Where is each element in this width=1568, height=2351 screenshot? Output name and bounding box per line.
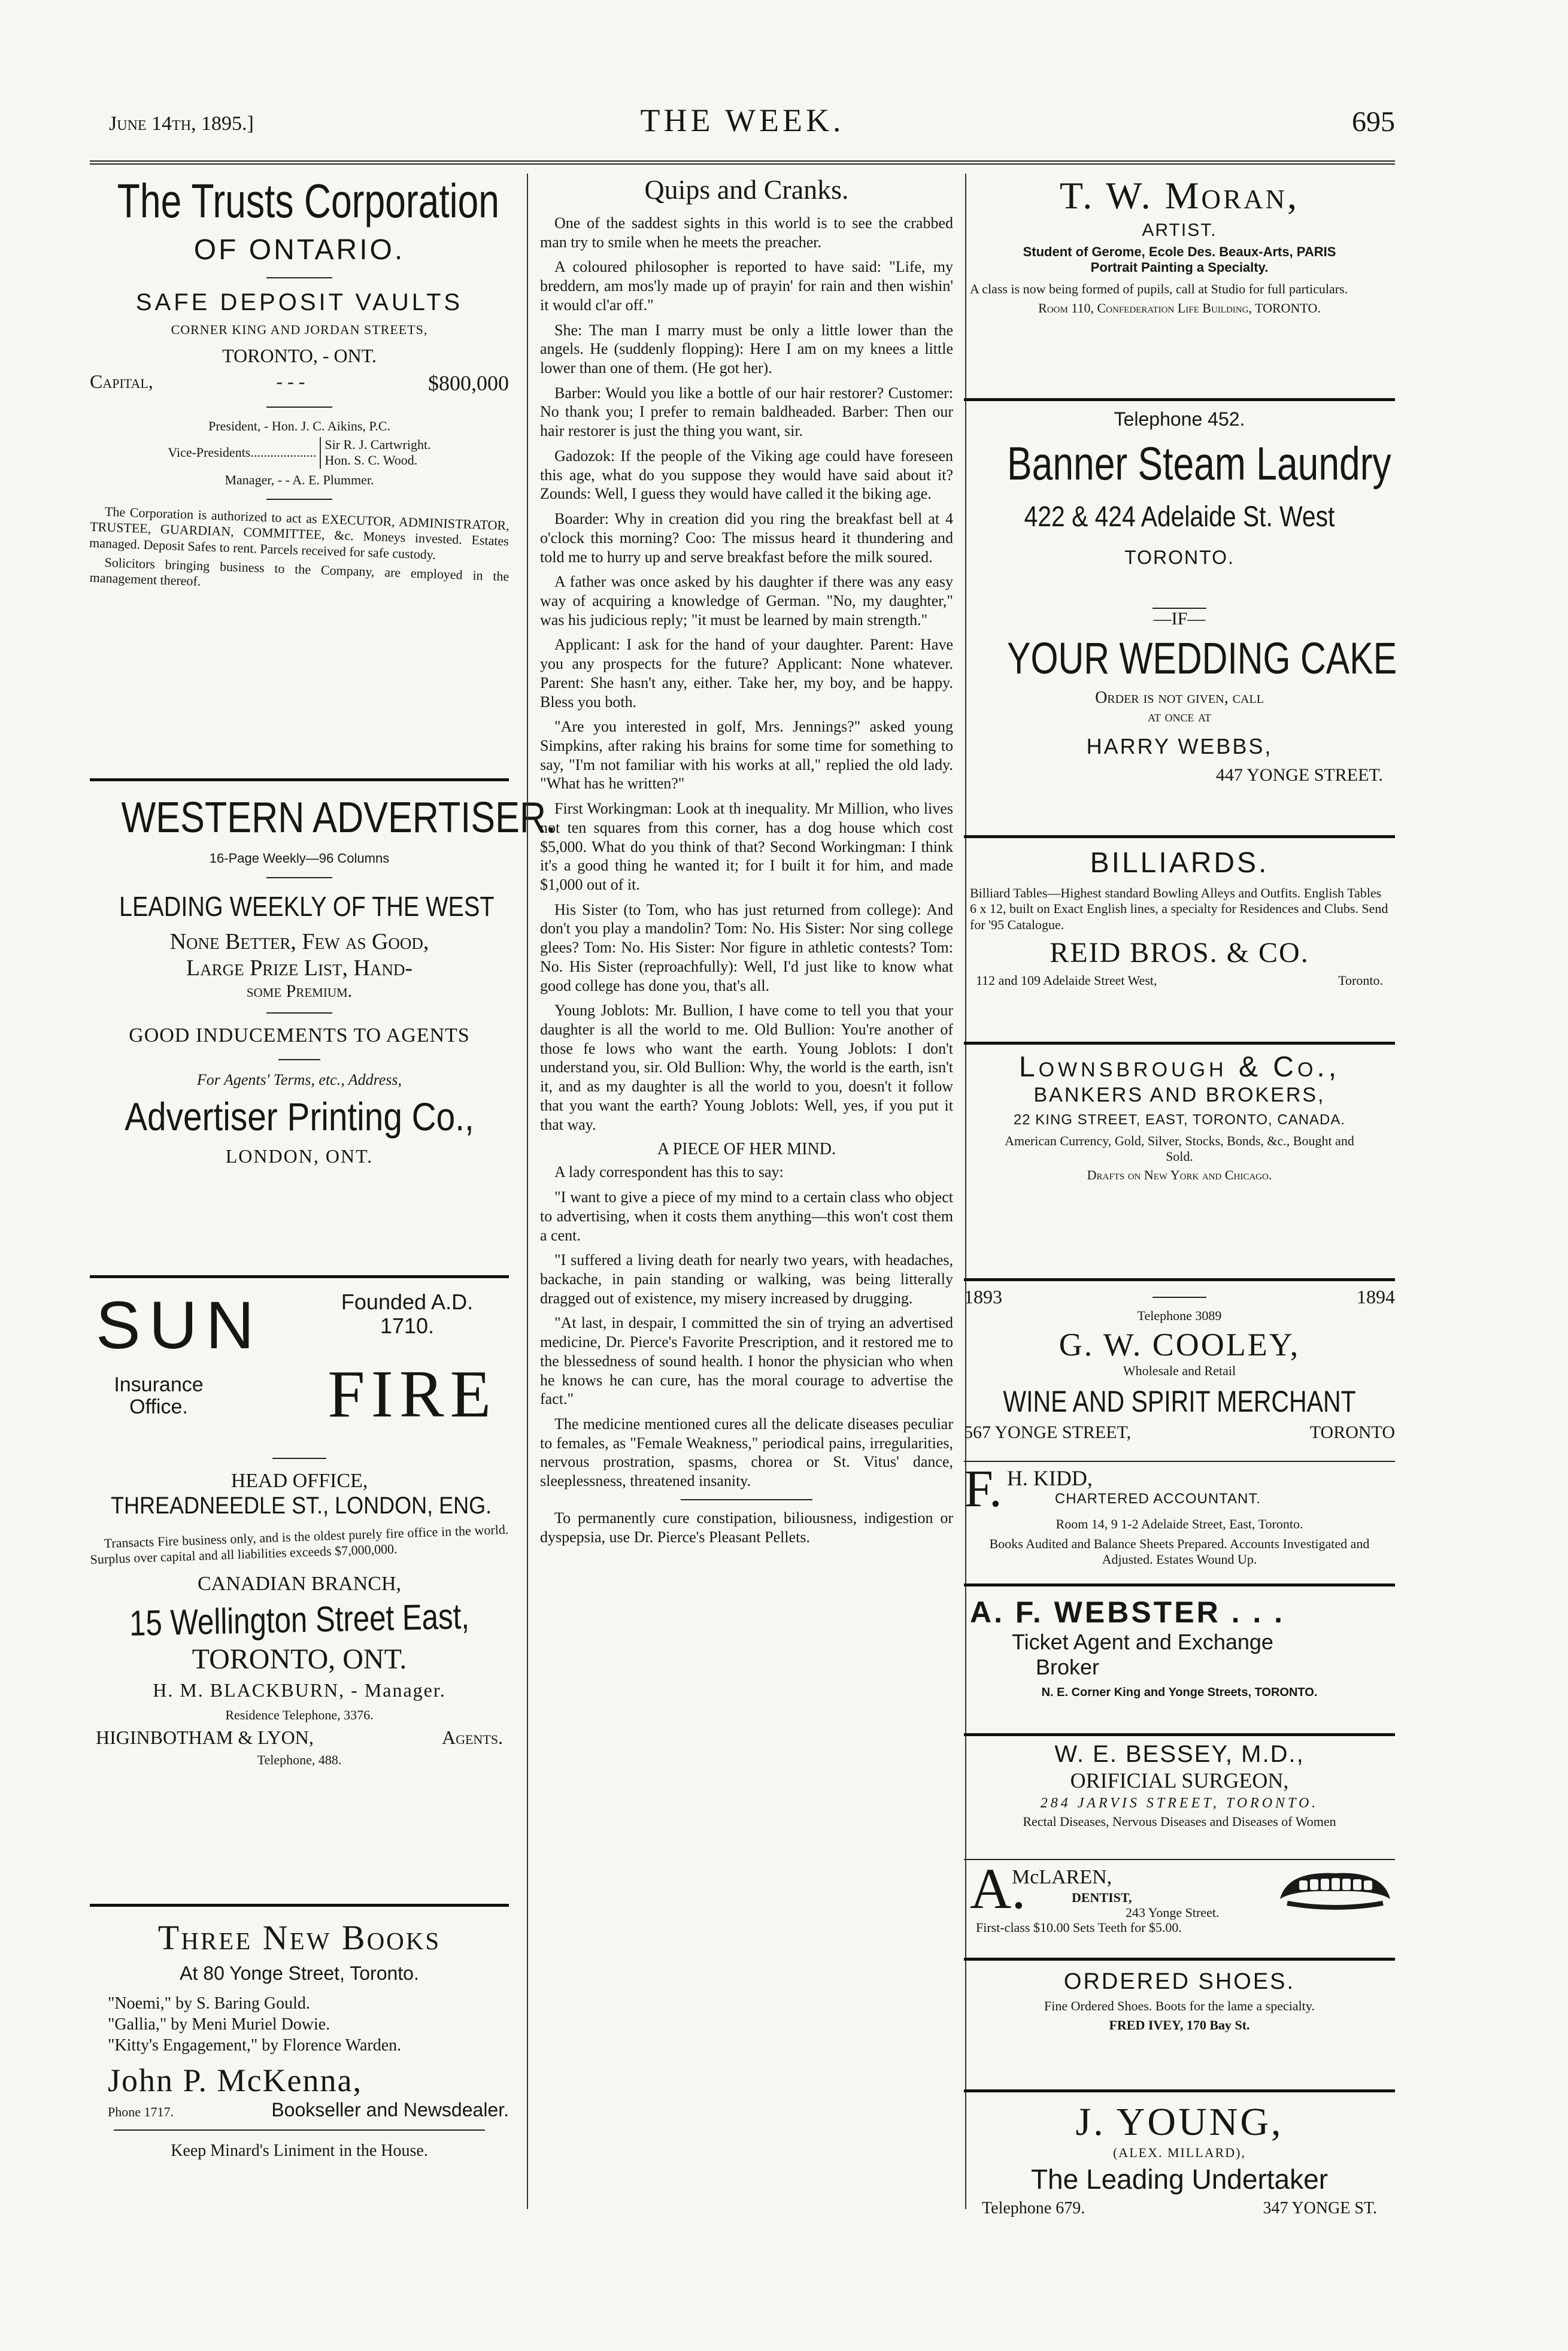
bessey-name: W. E. BESSEY, M.D., (1054, 1741, 1305, 1767)
young-address: 347 YONGE ST. (1263, 2199, 1377, 2218)
capital-label: Capital, (90, 371, 153, 393)
young-tel: Telephone 679. (982, 2199, 1085, 2218)
books-address: At 80 Yonge Street, Toronto. (180, 1962, 419, 1984)
quip-paragraph: A coloured philosopher is reported to have said: "Life, my breddern, am mos'ly made up of prayin' for rain and then wishin' it would cl'ar off." (540, 258, 953, 314)
billiards-title: BILLIARDS. (1090, 847, 1269, 879)
newspaper-title: THE WEEK. (640, 102, 845, 138)
pellets-paragraph: To permanently cure constipation, biliousness, indigestion or dyspepsia, use Dr. Pierce's Pleasant Pellets. (540, 1509, 953, 1546)
right-column (964, 174, 1397, 2218)
header-rule (90, 160, 1395, 165)
vp-label: Vice-Presidents.................... (168, 444, 317, 460)
lownsbrough-ad (964, 1042, 1395, 1183)
moran-class: A class is now being formed of pupils, call at Studio for full particulars. (970, 281, 1348, 296)
left-column (89, 174, 557, 2209)
sun-branch: CANADIAN BRANCH, (197, 1572, 402, 1595)
sun-text: Transacts Fire business only, and is the oldest purely fire office in the world. Surplus over capital and all liabilities exceeds $7,000,000. (90, 1521, 509, 1567)
cooley-years (964, 1286, 1395, 1308)
book-item: "Kitty's Engagement," by Florence Warden. (108, 2036, 402, 2055)
western-london: LONDON, ONT. (225, 1145, 374, 1167)
vp-1: Sir R. J. Cartwright. (324, 436, 431, 452)
cooley-ad (964, 1278, 1395, 1443)
young-alex: (ALEX. MILLARD), (1112, 2145, 1246, 2160)
newspaper-page (89, 102, 1397, 2218)
sun-insurance-office: Insurance Office. (114, 1373, 204, 1419)
mclaren-ad (964, 1856, 1395, 1938)
laundry-tel: Telephone 452. (1114, 408, 1245, 430)
divider (266, 499, 332, 500)
moran-student: Student of Gerome, Ecole Des. Beaux-Arts, PARIS (1023, 244, 1336, 259)
quips-title: Quips and Cranks. (644, 174, 849, 205)
cooley-address: 567 YONGE STREET, (964, 1422, 1132, 1442)
moran-ad (964, 174, 1395, 317)
cooley-tel: Telephone 3089 (1137, 1308, 1222, 1323)
book-item: "Gallia," by Meni Muriel Dowie. (108, 2015, 330, 2034)
quip-paragraph: First Workingman: Look at th inequality. Mr Million, who lives not ten squares from this corner, has a dog house which cost $5,000. What do you think of that? Second Workingman: I think it's a good thing he wanted it; for I built it for him, and made $1,000 out of it. (540, 800, 953, 893)
sun-higinbotham: HIGINBOTHAM & LYON, (96, 1727, 314, 1749)
kidd-heading (964, 1460, 1395, 1518)
reid-bros: REID BROS. & CO. (1050, 937, 1309, 969)
divider (266, 277, 332, 278)
piece-paragraph: A lady correspondent has this to say: (554, 1163, 784, 1181)
reid-city: Toronto. (1338, 973, 1383, 988)
kidd-room: Room 14, 9 1-2 Adelaide Street, East, Toronto. (1056, 1516, 1303, 1532)
sun-toronto: TORONTO, ONT. (192, 1643, 407, 1675)
laundry-name: Banner Steam Laundry (1007, 437, 1391, 490)
shoes-ad (964, 1958, 1395, 2034)
mclaren-address: 243 Yonge Street. (1126, 1905, 1220, 1920)
webster-line-2: Broker (1036, 1655, 1100, 1679)
moran-name: T. W. Moran, (1059, 174, 1300, 217)
western-for: For Agents' Terms, etc., Address, (196, 1071, 402, 1089)
president: President, - Hon. J. C. Aikins, P.C. (208, 418, 390, 434)
quip-paragraph: Barber: Would you like a bottle of our hair restorer? Customer: No thank you; I prefer to remain baldheaded. Barber: Then our hair restorer is just the thing you want, sir. (540, 384, 953, 440)
moran-portrait: Portrait Painting a Specialty. (1090, 260, 1269, 275)
trusts-city: TORONTO, - ONT. (222, 345, 377, 367)
piece-title: A PIECE OF HER MIND. (657, 1140, 836, 1159)
cake-harry: HARRY WEBBS, (1086, 734, 1273, 759)
trusts-of: OF ONTARIO. (193, 234, 405, 266)
sun-head-office: HEAD OFFICE, (231, 1470, 368, 1492)
trusts-solicitors: Solicitors bringing business to the Company, are employed in the management thereof. (89, 554, 509, 589)
kidd-books: Books Audited and Balance Sheets Prepared. Accounts Investigated and Adjusted. Estates Wound Up. (989, 1536, 1370, 1567)
cake-line-1: Order is not given, call (1095, 688, 1264, 707)
vaults-heading: SAFE DEPOSIT VAULTS (135, 289, 463, 316)
piece-paragraph: "I suffered a living death for nearly two years, with headaches, backache, in pain standing or walking, was being litterally dragged out of existence, my misery increased by drugging. (540, 1251, 953, 1307)
lownsbrough-bankers: BANKERS AND BROKERS, (1033, 1084, 1326, 1106)
divider (278, 1059, 320, 1060)
quip-paragraph: "Are you interested in golf, Mrs. Jennings?" asked young Simpkins, after raking his brains for some time for something to say, "I'm not familiar with his works at all," replied the old lady. "What has he written?" (540, 718, 953, 793)
western-leading: LEADING WEEKLY OF THE WEST (119, 891, 495, 923)
cooley-wholesale: Wholesale and Retail (1123, 1363, 1236, 1379)
billiards-text: Billiard Tables—Highest standard Bowling Alleys and Outfits. English Tables 6 x 12, built on Exact English lines, a specialty for Residences and Clubs. Send for '95 Catalogue. (970, 885, 1388, 932)
cooley-year-2: 1894 (1357, 1286, 1395, 1308)
webster-address: N. E. Corner King and Yonge Streets, TORONTO. (1041, 1686, 1318, 1699)
capital-line (90, 371, 509, 396)
vp-names (320, 437, 430, 469)
page-number: 695 (1352, 106, 1395, 138)
cake-street: 447 YONGE STREET. (1215, 765, 1383, 785)
lownsbrough-name: Lownsbrough & Co., (1018, 1051, 1340, 1083)
vice-presidents (90, 437, 509, 469)
lownsbrough-line-1: American Currency, Gold, Silver, Stocks, Bonds, &c., Bought and Sold. (1005, 1133, 1354, 1164)
reid-address: 112 and 109 Adelaide Street West, (976, 973, 1157, 988)
young-name: J. YOUNG, (1075, 2100, 1284, 2144)
young-line (964, 2199, 1395, 2218)
cooley-name: G. W. COOLEY, (1059, 1327, 1300, 1363)
shoes-fred: FRED IVEY, 170 Bay St. (1109, 2018, 1250, 2033)
lownsbrough-drafts: Drafts on New York and Chicago. (1087, 1167, 1272, 1182)
moran-room: Room 110, Confederation Life Building, TORONTO. (1038, 301, 1321, 316)
cake-if: —IF— (1153, 609, 1206, 629)
cake-line-2: at once at (1148, 708, 1211, 725)
laundry-city: TORONTO. (1124, 547, 1235, 568)
moran-artist: ARTIST. (1142, 220, 1217, 240)
laundry-address: 422 & 424 Adelaide St. West (1024, 501, 1335, 533)
divider (1153, 1297, 1206, 1298)
bessey-ad (964, 1733, 1395, 1830)
western-title: WESTERN ADVERTISER. (121, 794, 557, 842)
sun-tel: Telephone, 488. (257, 1752, 342, 1768)
quip-paragraph: Applicant: I ask for the hand of your daughter. Parent: Have you any prospects for the future? Applicant: None whatever. Parent: She hasn't any, either. Take her, my boy, and be happy. Bless you both. (540, 636, 953, 711)
mclaren-initial: A. (970, 1856, 1026, 1921)
sun-higinbotham-line (90, 1727, 509, 1749)
books-ad (90, 1904, 509, 2161)
bessey-address: 284 JARVIS STREET, TORONTO. (1040, 1795, 1319, 1811)
bessey-text: Rectal Diseases, Nervous Diseases and Diseases of Women (1023, 1814, 1336, 1829)
mckenna-line (90, 2099, 509, 2121)
divider (272, 1458, 326, 1459)
sun-founded: Founded A.D. 1710. (341, 1290, 474, 1338)
issue-date: June 14th, 1895.] (109, 113, 254, 135)
quips-column (527, 174, 966, 2209)
cake-title: YOUR WEDDING CAKE (1007, 633, 1397, 683)
quip-paragraph: Gadozok: If the people of the Viking age could have foreseen this age, what do you suppose they would have said about it? Zounds: Well, I guess they would have called it the biking age. (540, 447, 953, 503)
laundry-ad (964, 398, 1395, 569)
trusts-ad (90, 174, 509, 593)
piece-paragraph: "At last, in despair, I committed the sin of trying an advertised medicine, Dr. Pierce's Favorite Prescription, and it restored me to the blessedness of sound health. I honor the physician who when he knows he can cure, has the moral courage to advertise the fact." (540, 1314, 953, 1408)
western-agents: GOOD INDUCEMENTS TO AGENTS (129, 1024, 470, 1047)
divider (266, 1012, 332, 1014)
webster-line-1: Ticket Agent and Exchange (1012, 1630, 1273, 1654)
kidd-names (1007, 1466, 1261, 1507)
sun-insurance-ad (90, 1275, 509, 1768)
quip-paragraph: Young Joblots: Mr. Bullion, I have come to tell you that your daughter is all the world to me. Old Bullion: You're another of those fe lows who want the earth. Young Joblots: I don't understand you, sir. Old Bullion: Why, the world is the earth, isn't it, and as my daughter is all the world to you, doesn't it follow that you want the earth? Young Joblots: Well, yes, if you put it that way. (540, 1002, 953, 1133)
cooley-address-line (964, 1422, 1395, 1443)
sun-logo-area (90, 1278, 509, 1458)
divider (114, 2129, 485, 2131)
sun-agents: Agents. (442, 1727, 503, 1749)
cooley-city: TORONTO (1309, 1422, 1395, 1442)
trusts-title: The Trusts Corporation (117, 174, 499, 227)
kidd-initial: F. (964, 1460, 1002, 1518)
cooley-year-1: 1893 (964, 1286, 1002, 1308)
shoes-text: Fine Ordered Shoes. Boots for the lame a specialty. (1044, 1998, 1315, 2013)
divider (266, 407, 332, 408)
advertiser-printing: Advertiser Printing Co., (125, 1094, 474, 1139)
capital-value: $800,000 (427, 371, 509, 396)
quip-paragraph: A father was once asked by his daughter if there was any easy way of acquiring a knowledge of German. "No, my daughter," was his judicious reply; "it must be learned by main strength." (540, 573, 953, 629)
sun-wellington: 15 Wellington Street East, (129, 1595, 470, 1643)
vp-2: Hon. S. C. Wood. (324, 453, 418, 468)
mckenna-name: John P. McKenna, (108, 2062, 362, 2098)
piece-paragraph: The medicine mentioned cures all the delicate diseases peculiar to females, as "Female Weakness," periodical pains, irregularities, nervous prostration, spasms, chorea or St. Vitus' dance, sleeplessness, threatened insanity. (540, 1415, 953, 1490)
western-advertiser-ad (90, 778, 557, 1167)
mclaren-dentist: DENTIST, (1072, 1890, 1132, 1905)
books-title: Three New Books (157, 1918, 441, 1957)
page-header (90, 102, 1395, 144)
kidd-title: CHARTERED ACCOUNTANT. (1054, 1491, 1261, 1507)
trusts-text: The Corporation is authorized to act as EXECUTOR, ADMINISTRATOR, TRUSTEE, GUARDIAN, COMMITTEE, &c. Moneys invested. Estates managed. Deposit Safes to rent. Parcels received for safe custody. (89, 503, 510, 562)
wedding-cake-ad (964, 608, 1395, 785)
divider (681, 1499, 812, 1500)
quip-paragraph: Boarder: Why in creation did you ring the breakfast bell at 4 o'clock this morning? Coo: The missus heard it thundering and told me to hurry up and serve breakfast before the milk soured. (540, 510, 953, 566)
sun-fire: FIRE (327, 1357, 497, 1431)
mclaren-name: McLAREN, (1012, 1866, 1112, 1888)
sun-manager: H. M. BLACKBURN, - Manager. (153, 1679, 446, 1701)
western-sub: 16-Page Weekly—96 Columns (209, 851, 390, 866)
kidd-name: H. KIDD, (1006, 1466, 1093, 1490)
lownsbrough-address: 22 KING STREET, EAST, TORONTO, CANADA. (1013, 1112, 1346, 1128)
trusts-corner: CORNER KING AND JORDAN STREETS, (171, 322, 428, 337)
sun-threadneedle: THREADNEEDLE ST., LONDON, ENG. (111, 1492, 492, 1519)
bessey-title: ORIFICIAL SURGEON, (1070, 1768, 1289, 1792)
sun-word: SUN (96, 1288, 263, 1363)
divider (266, 877, 332, 878)
western-line-3: some Premium. (246, 981, 353, 1002)
kidd-ad (964, 1461, 1395, 1567)
young-ad (964, 2089, 1395, 2218)
trusts-manager: Manager, - - A. E. Plummer. (225, 472, 374, 487)
billiards-ad (964, 835, 1395, 989)
mclaren-body (964, 1856, 1395, 1938)
quip-paragraph: His Sister (to Tom, who has just returned from college): And don't you play a mandolin? Tom: No. His Sister: Nor sing college glees? Tom: No. His Sister: Nor figure in athletic contests? Tom: No. His Sister (reproachfully): Well, I'd just like to know what good college has done you, that's all. (540, 900, 953, 994)
piece-paragraph: "I want to give a piece of my mind to a certain class who object to advertising, when it costs them anything—this won't cost them a cent. (540, 1188, 953, 1244)
capital-dashes: - - - (276, 371, 305, 393)
quip-paragraph: One of the saddest sights in this world is to see the crabbed man try to smile when he meets the preacher. (540, 214, 953, 251)
reid-address-line (964, 973, 1395, 988)
sun-residence-tel: Residence Telephone, 3376. (225, 1707, 374, 1722)
webster-ad (964, 1583, 1395, 1700)
cooley-wine: WINE AND SPIRIT MERCHANT (1003, 1384, 1356, 1418)
western-line-1: None Better, Few as Good, (169, 929, 429, 955)
minard-note: Keep Minard's Liniment in the House. (171, 2141, 428, 2160)
young-title: The Leading Undertaker (1030, 2164, 1329, 2195)
webster-name: A. F. WEBSTER . . . (970, 1595, 1285, 1629)
mclaren-text: First-class $10.00 Sets Teeth for $5.00. (976, 1920, 1182, 1935)
shoes-title: ORDERED SHOES. (1063, 1969, 1296, 1994)
quip-paragraph: She: The man I marry must be only a little lower than the angels. He (suddenly flopping): Here I am on my knees a little lower than one of them. (He got her). (540, 321, 953, 377)
book-item: "Noemi," by S. Baring Gould. (108, 1994, 310, 2013)
western-line-2: Large Prize List, Hand- (186, 955, 413, 981)
book-list (90, 1993, 509, 2056)
mckenna-phone: Phone 1717. (108, 2104, 174, 2119)
mckenna-bookseller: Bookseller and Newsdealer. (271, 2099, 509, 2121)
dentures-icon (1275, 1866, 1395, 1914)
